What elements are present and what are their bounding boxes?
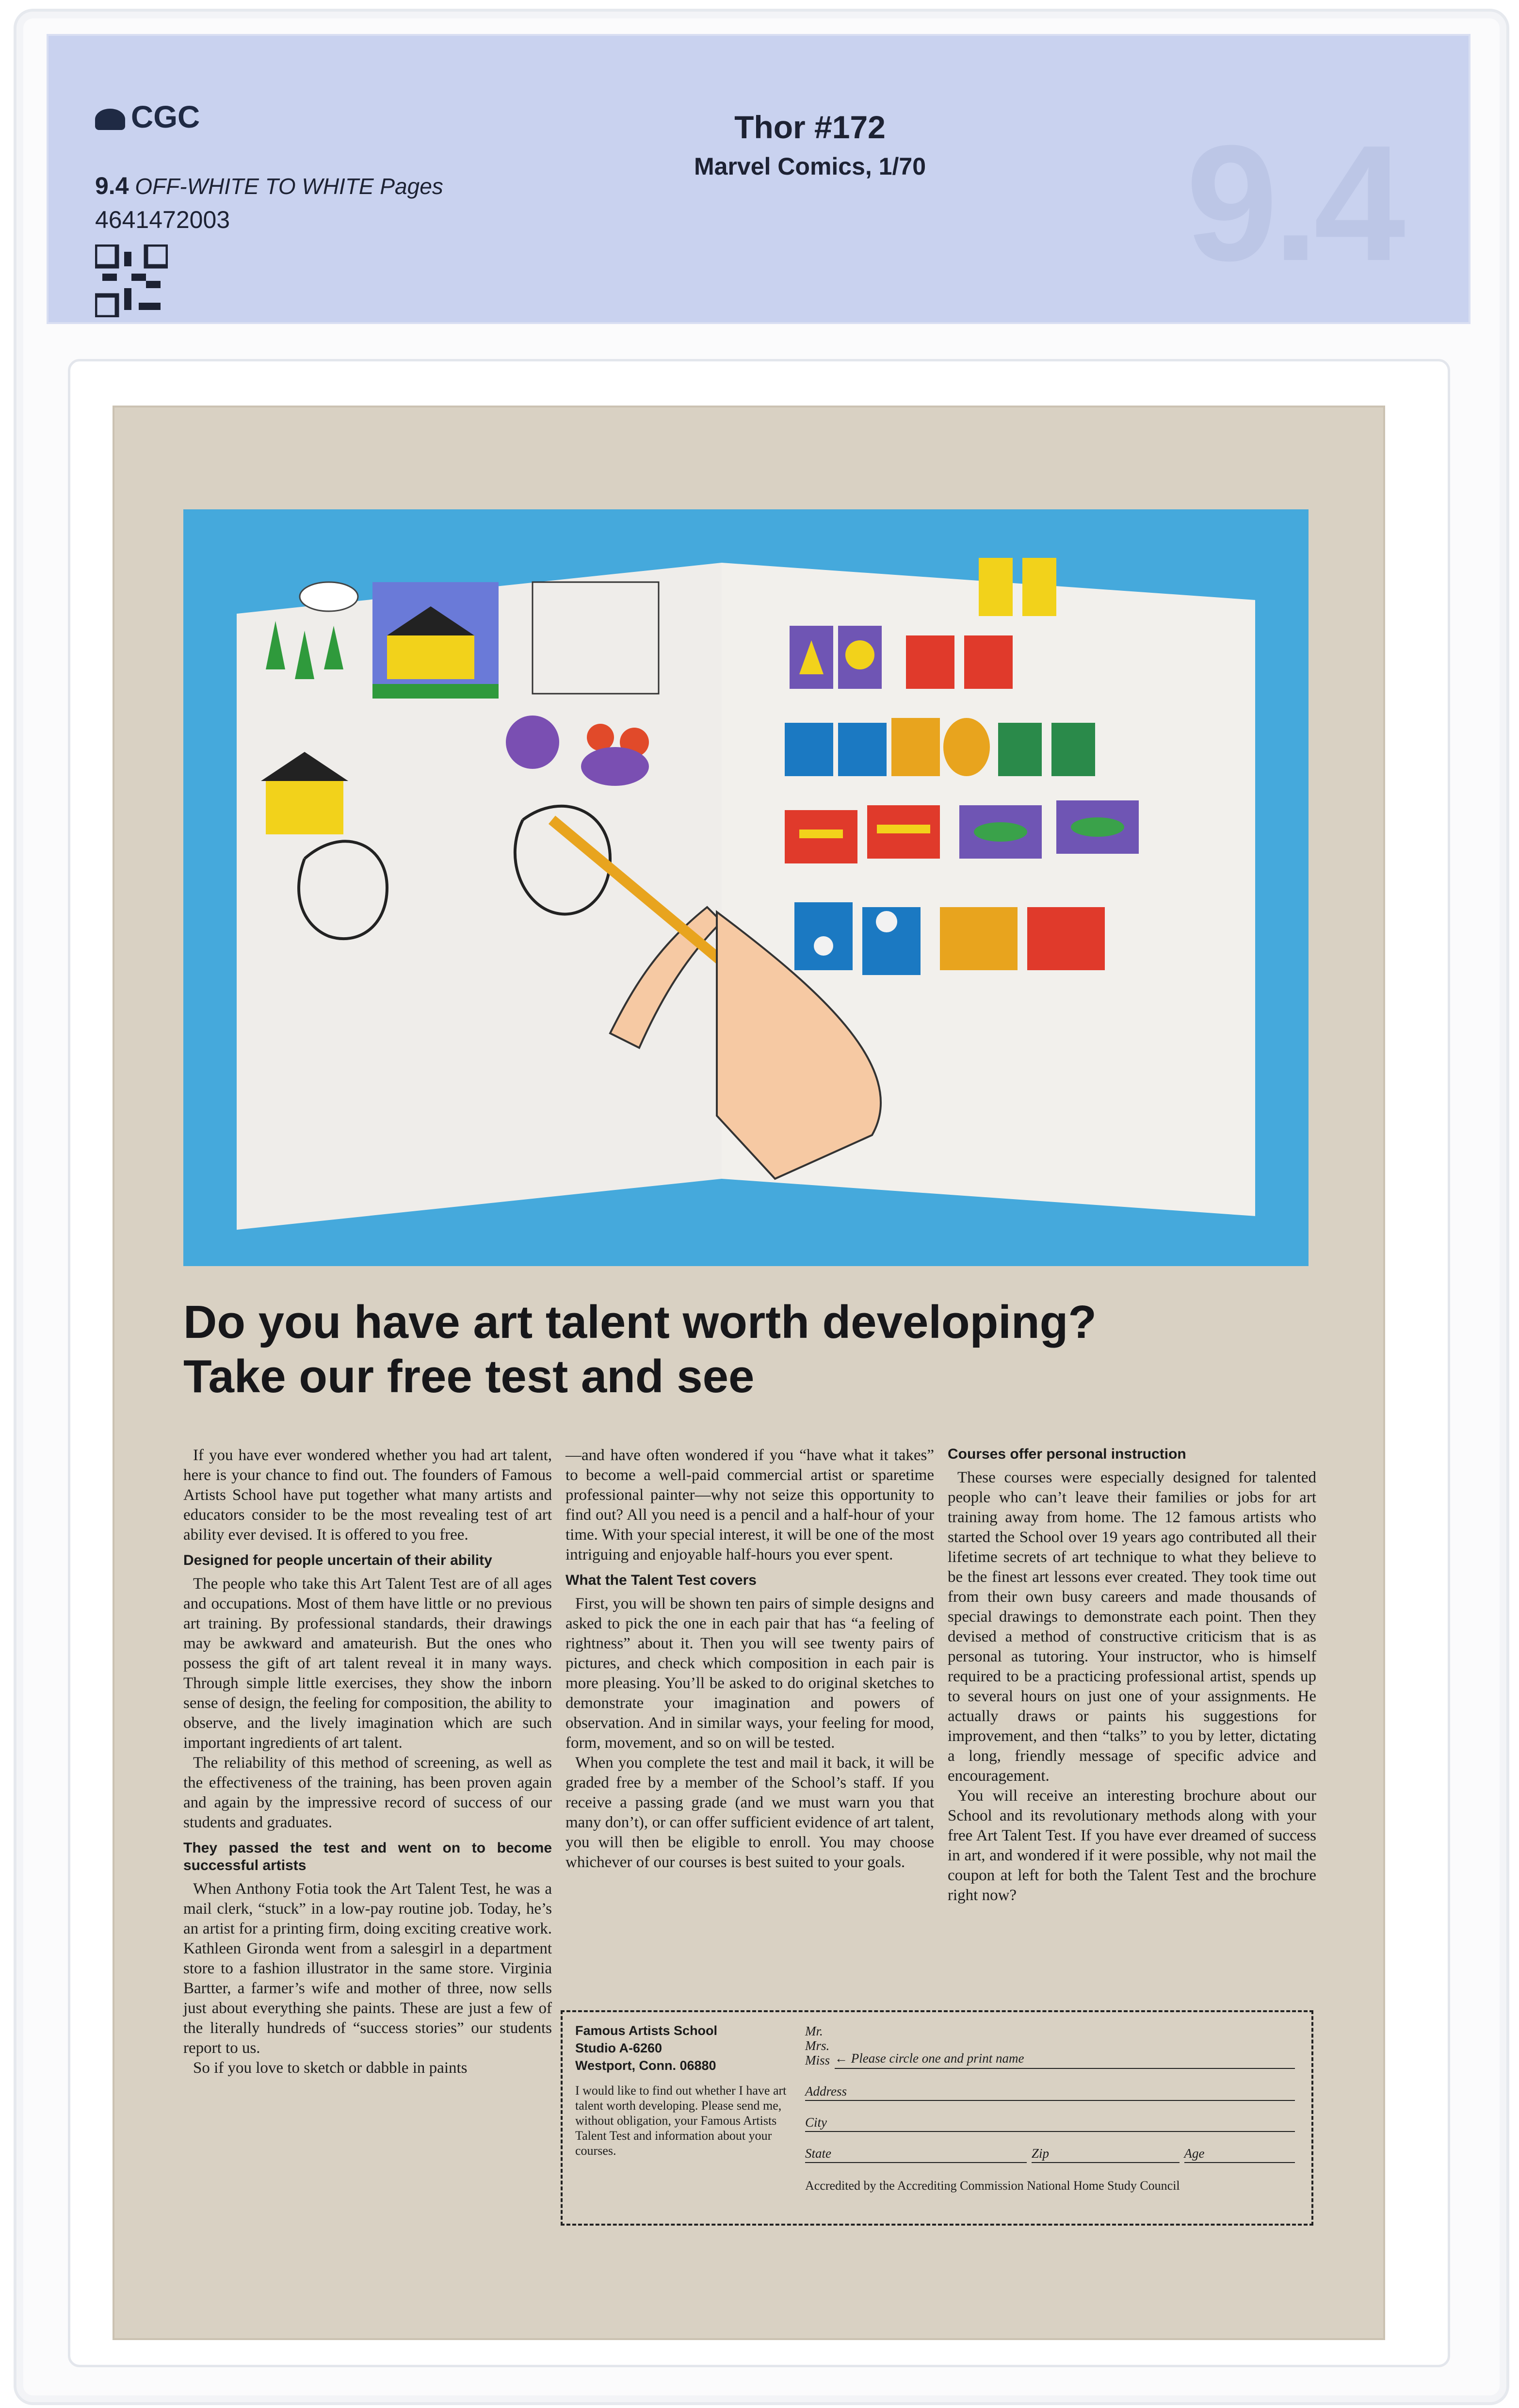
subheading: They passed the test and went on to become successful artists [183,1840,552,1873]
coupon-request-text: I would like to find out whether I have art talent worth developing. Please send me, without obligation, your Famous Artists Talent Test and information about your courses. [575,2083,787,2158]
ad-column-1 [183,1446,552,2078]
paragraph: When you complete the test and mail it back, it will be graded free by a member of the School’s staff. If you receive a passing grade (and we must warn you that many don’t), or can offer sufficient evidence of art talent, you will then be eligible to enroll. You may choose whichever of our courses is best suited to your goals. [566,1754,934,1871]
paragraph: So if you love to sketch or dabble in paints [193,2059,468,2077]
comic-back-cover [114,407,1383,2338]
paragraph: These courses were especially designed for talented people who can’t leave their families or jobs for art training away from home. The 12 famous artists who started the School over 19 years ago contributed all their lifetime secrets of art technique to what they believe to be the finest art lessons ever created. They took time out from their own busy careers and made thousands of special drawings to demonstrate each point. Then they devised a method of constructive criticism that is as personal as tutoring. Your instructor, who is himself required to be a practicing professional artist, spends up to several hours on just one of your assignments. He actually draws or paints his suggestions for improvement, and then “talks” to you by letter, dictating a long, friendly message of specific advice and encouragement. [948,1469,1316,1785]
paragraph: First, you will be shown ten pairs of simple designs and asked to pick the one in each pair that has “a feeling of rightness” about it. Then you will see twenty pairs of pictures, and check which composition in each pair is more pleasing. You’ll be asked to do original sketches to demonstrate your imagination and powers of observation. And in similar ways, your feeling for mood, form, movement, and so on will be tested. [566,1595,934,1752]
circle-note: ← Please circle one and print name [835,2051,1024,2066]
cert-number: 4641472003 [95,206,230,233]
salutation-mr: Mr. [805,2023,823,2038]
subheading: Courses offer personal instruction [948,1446,1186,1462]
headline-line-1: Do you have art talent worth developing? [183,1296,1097,1348]
paragraph: You will receive an interesting brochure about our School and its revolutionary methods along with your free Art Talent Test. If you have ever dreamed of success in art, and wondered if it were possible, why not mail the coupon at left for both the Talent Test and the brochure right now? [948,1787,1316,1904]
ad-illustration [183,509,1309,1266]
school-name: Famous Artists School [575,2023,718,2038]
city-field[interactable]: City [805,2112,1295,2132]
name-field[interactable] [835,2051,1295,2069]
qr-code-icon [95,244,168,317]
accreditation-note: Accredited by the Accrediting Commission National Home Study Council [805,2179,1180,2193]
ad-column-2 [566,1446,934,1872]
ad-headline [183,1295,1328,1404]
paragraph: The people who take this Art Talent Test are of all ages and occupations. Most of them have little or no previous art training. By professional standards, their drawings may be awkward and amateurish. But the ones who possess the gift of art talent reveal it in many ways. Through simple little exercises, they show the inborn sense of design, the feeling for composition, the ability to observe, and the lively imagination which are such important ingredients of art talent. [183,1575,552,1752]
subheading: Designed for people uncertain of their ability [183,1552,492,1568]
paragraph: —and have often wondered if you “have what it takes” to become a well-paid commercial artist or sparetime professional painter—why not seize this opportunity to find out? All you need is a pencil and a half-hour of your time. With your special interest, it will be one of the most intriguing and enjoyable half-hours you ever spent. [566,1447,934,1563]
salutation-miss: Miss [805,2052,830,2067]
publisher-date: Marvel Comics, 1/70 [694,153,926,180]
grading-label [47,34,1471,324]
cgc-logo: CGC [95,99,200,135]
coupon-form [805,2022,1295,2193]
studio-number: Studio A-6260 [575,2041,663,2055]
page-quality: OFF-WHITE TO WHITE Pages [135,174,443,199]
school-address: Westport, Conn. 06880 [575,2058,716,2073]
comic-title: Thor #172 [734,109,886,145]
paragraph: The reliability of this method of screening, as well as the effectiveness of the training, has been proven again and again by the impressive record of success of our students and graduates. [183,1754,552,1831]
state-field[interactable]: State [805,2143,1027,2163]
cgc-mark-icon [95,109,125,130]
mail-in-coupon [561,2010,1313,2226]
headline-line-2: Take our free test and see [183,1350,755,1402]
salutation-mrs: Mrs. [805,2038,830,2053]
paragraph: When Anthony Fotia took the Art Talent Test, he was a mail clerk, “stuck” in a low-pay routine job. Today, he’s an artist for a printing firm, doing exciting creative work. Kathleen Gironda went from a salesgirl in a department store to a fashion illustrator in the same store. Virginia Bartter, a farmer’s wife and mother of three, now sells just about everything she paints. These are just a few of the literally hundreds of “success stories” our students report to us. [183,1880,552,2057]
grade-value: 9.4 [95,172,129,199]
paragraph: If you have ever wondered whether you had art talent, here is your chance to find out. The founders of Famous Artists School have put together what many artists and educators consider to be the most revealing test of art ability ever devised. It is offered to you free. [183,1447,552,1544]
ad-column-3 [948,1446,1316,1905]
watermark-grade: 9.4 [1186,111,1401,295]
zip-field[interactable]: Zip [1032,2143,1180,2163]
subheading: What the Talent Test covers [566,1572,757,1588]
address-field[interactable]: Address [805,2081,1295,2101]
illustration-details [183,509,1309,1266]
grade-line [95,172,443,200]
coupon-school-info [575,2022,789,2158]
age-field[interactable]: Age [1184,2143,1295,2163]
